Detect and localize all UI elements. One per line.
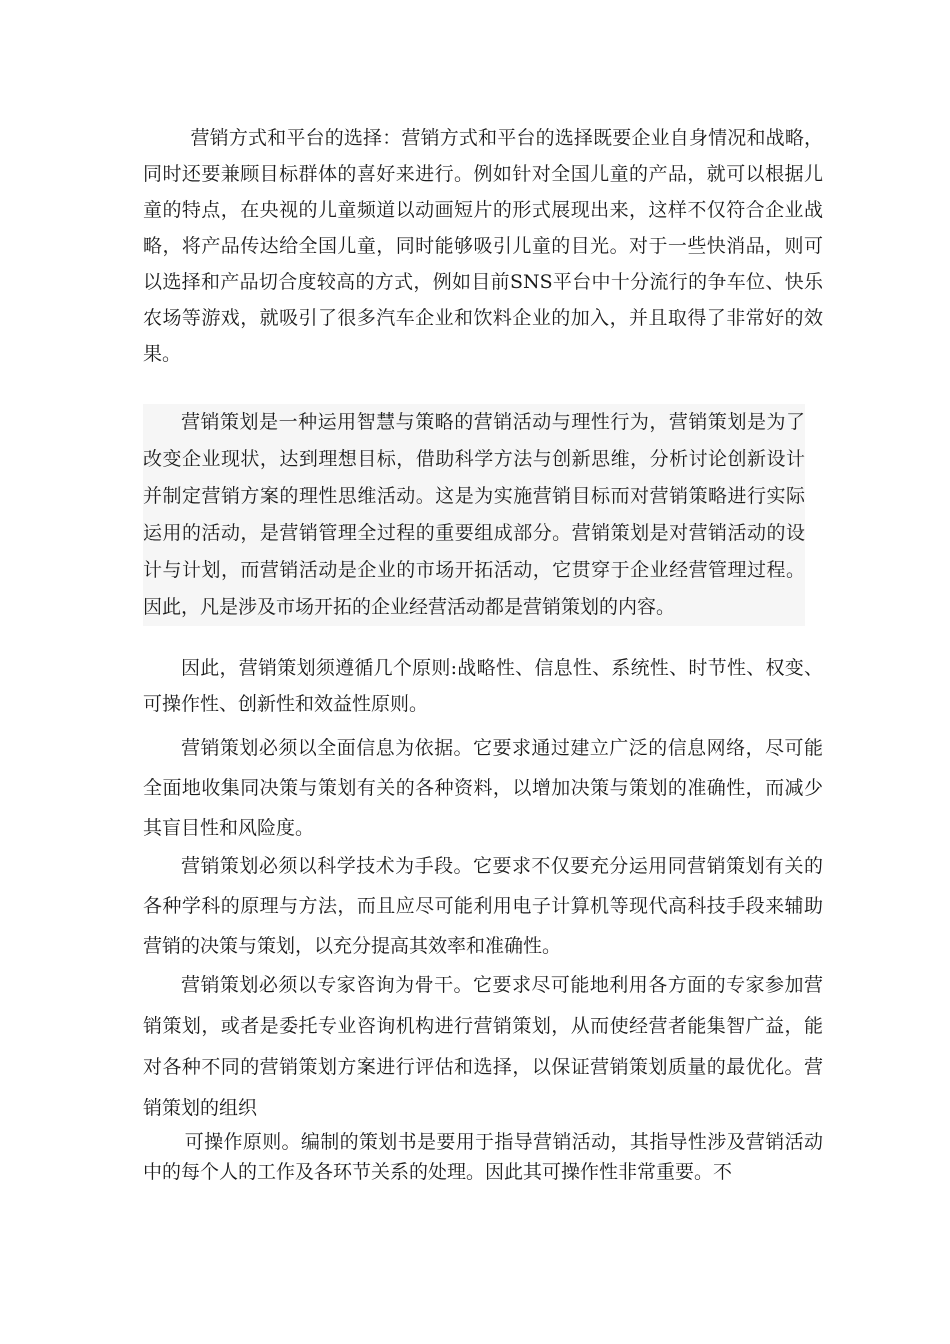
paragraph-planning-principles: 因此，营销策划须遵循几个原则:战略性、信息性、系统性、时节性、权变、可操作性、创新性和效益性原则。: [143, 657, 823, 715]
paragraph-marketing-methods: 营销方式和平台的选择：营销方式和平台的选择既要企业自身情况和战略，同时还要兼顾目标群体的喜好来进行。例如针对全国儿童的产品，就可以根据儿童的特点，在央视的儿童频道以动画短片的形式展现出来，这样不仅符合企业战略，将产品传达给全国儿童，同时能够吸引儿童的目光。对于一些快消品，则可以选择和产品切合度较高的方式，例如目前SNS平台中十分流行的争车位、快乐农场等游戏，就吸引了很多汽车企业和饮料企业的加入，并且取得了非常好的效果。: [143, 127, 823, 365]
paragraph-marketing-planning-definition: 营销策划是一种运用智慧与策略的营销活动与理性行为，营销策划是为了改变企业现状，达到理想目标，借助科学方法与创新思维，分析讨论创新设计并制定营销方案的理性思维活动。这是为实施营销目标而对营销策略进行实际运用的活动，是营销管理全过程的重要组成部分。营销策划是对营销活动的设计与计划，而营销活动是企业的市场开拓活动，它贯穿于企业经营管理过程。因此，凡是涉及市场开拓的企业经营活动都是营销策划的内容。: [143, 404, 805, 626]
paragraph-operability-principle: 可操作原则。编制的策划书是要用于指导营销活动，其指导性涉及营销活动中的每个人的工作及各环节关系的处理。因此其可操作性非常重要。不: [143, 1131, 823, 1183]
paragraph-information-basis: 营销策划必须以全面信息为依据。它要求通过建立广泛的信息网络，尽可能全面地收集同决策与策划有关的各种资料，以增加决策与策划的准确性，而减少其盲目性和风险度。: [143, 737, 823, 839]
paragraph-technology-means: 营销策划必须以科学技术为手段。它要求不仅要充分运用同营销策划有关的各种学科的原理与方法，而且应尽可能利用电子计算机等现代高科技手段来辅助营销的决策与策划，以充分提高其效率和准确性。: [143, 855, 823, 957]
paragraph-expert-consulting: 营销策划必须以专家咨询为骨干。它要求尽可能地利用各方面的专家参加营销策划，或者是委托专业咨询机构进行营销策划，从而使经营者能集智广益，能对各种不同的营销策划方案进行评估和选择，以保证营销策划质量的最优化。营销策划的组织: [143, 974, 823, 1119]
